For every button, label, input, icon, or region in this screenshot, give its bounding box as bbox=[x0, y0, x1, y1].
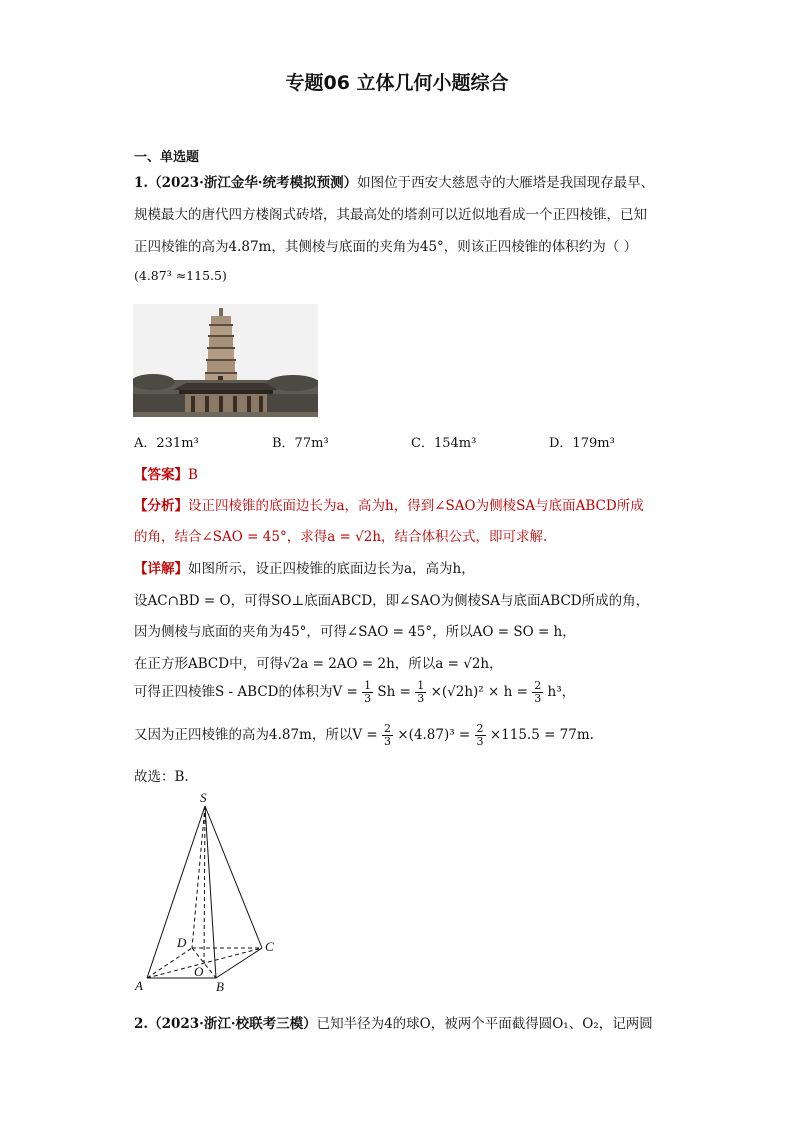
label-S: S bbox=[200, 790, 207, 805]
answer-line bbox=[134, 463, 198, 483]
edge-SO bbox=[204, 806, 205, 963]
edge-AC bbox=[147, 948, 262, 978]
edge-BC bbox=[216, 948, 262, 978]
pagoda-photo bbox=[133, 304, 318, 417]
detail-5a: 可得正四棱锥S - ABCD的体积为V = bbox=[134, 684, 358, 700]
label-C: C bbox=[265, 939, 274, 954]
label-D: D bbox=[177, 935, 187, 950]
detail-5d: h³， bbox=[547, 684, 576, 700]
pyramid-diagram bbox=[130, 788, 290, 997]
q1-line2: 规模最大的唐代四方楼阁式砖塔，其最高处的塔刹可以近似地看成一个正四棱锥，已知 bbox=[134, 207, 647, 223]
fraction-one-third-2: $\frac{1}{3}$ bbox=[417, 679, 425, 705]
label-O: O bbox=[194, 964, 204, 979]
page-title: 专题06 立体几何小题综合 bbox=[285, 72, 509, 94]
edge-SC bbox=[205, 806, 262, 948]
detail-5c: ×(√2h)² × h = bbox=[430, 684, 528, 700]
fraction-two-thirds-2: $\frac{2}{3}$ bbox=[384, 722, 392, 748]
section-heading: 一、单选题 bbox=[134, 150, 200, 165]
conclusion: 故选：B. bbox=[134, 769, 189, 785]
q2-text: 已知半径为4的球O，被两个平面截得圆O₁、O₂，记两圆 bbox=[316, 1016, 653, 1032]
q1-hint: (4.87³ ≈115.5) bbox=[134, 268, 227, 283]
fraction-one-third: $\frac{1}{3}$ bbox=[364, 679, 372, 705]
option-b: B．77m³ bbox=[272, 436, 329, 451]
q1-source: （2023·浙江金华·统考模拟预测） bbox=[148, 175, 358, 191]
detail-6b: ×(4.87)³ = bbox=[397, 727, 471, 743]
detail-line5 bbox=[134, 680, 575, 705]
label-A: A bbox=[135, 978, 143, 993]
detail-line3: 因为侧棱与底面的夹角为45°，可得∠SAO = 45°，所以AO = SO = h， bbox=[134, 624, 576, 640]
analysis-line1 bbox=[134, 494, 644, 514]
q1-line3: 正四棱锥的高为4.87m，其侧棱与底面的夹角为45°，则该正四棱锥的体积约为（ ） bbox=[134, 239, 638, 255]
detail-line2: 设AC∩BD = O，可得SO⊥底面ABCD，即∠SAO为侧棱SA与底面ABCD所成的角， bbox=[134, 593, 650, 609]
answer-label: 【答案】 bbox=[134, 467, 188, 483]
detail-text-1: 如图所示，设正四棱锥的底面边长为a，高为h， bbox=[188, 561, 475, 577]
detail-line6 bbox=[134, 723, 594, 748]
fraction-two-thirds: $\frac{2}{3}$ bbox=[534, 679, 542, 705]
edge-SD bbox=[192, 806, 205, 948]
analysis-label: 【分析】 bbox=[134, 498, 188, 514]
option-c: C．154m³ bbox=[411, 436, 477, 451]
q2-source: （2023·浙江·校联考三模） bbox=[148, 1016, 317, 1032]
detail-line4: 在正方形ABCD中，可得√2a = 2AO = 2h，所以a = √2h， bbox=[134, 656, 503, 672]
q1-number: 1. bbox=[134, 175, 149, 191]
analysis-line2: 的角，结合∠SAO = 45°，求得a = √2h，结合体积公式，即可求解. bbox=[134, 529, 548, 545]
edge-SA bbox=[147, 806, 205, 978]
detail-line1 bbox=[134, 557, 475, 577]
option-a: A．231m³ bbox=[134, 436, 199, 451]
detail-5b: Sh = bbox=[377, 684, 411, 700]
detail-6c: ×115.5 = 77m. bbox=[489, 727, 594, 743]
detail-6a: 又因为正四棱锥的高为4.87m，所以V = bbox=[134, 727, 378, 743]
label-B: B bbox=[216, 979, 224, 993]
q2-line1 bbox=[134, 1012, 653, 1032]
edge-SB bbox=[205, 806, 216, 978]
option-d: D．179m³ bbox=[549, 436, 615, 451]
fraction-two-thirds-3: $\frac{2}{3}$ bbox=[476, 722, 484, 748]
q2-number: 2. bbox=[134, 1016, 149, 1032]
answer-value: B bbox=[188, 467, 198, 483]
q1-text-1: 如图位于西安大慈恩寺的大雁塔是我国现存最早、 bbox=[357, 175, 655, 191]
analysis-text-1: 设正四棱锥的底面边长为a，高为h，得到∠SAO为侧棱SA与底面ABCD所成 bbox=[188, 498, 644, 514]
q1-line1 bbox=[134, 171, 654, 191]
detail-label: 【详解】 bbox=[134, 561, 188, 577]
edge-AD bbox=[147, 948, 192, 978]
